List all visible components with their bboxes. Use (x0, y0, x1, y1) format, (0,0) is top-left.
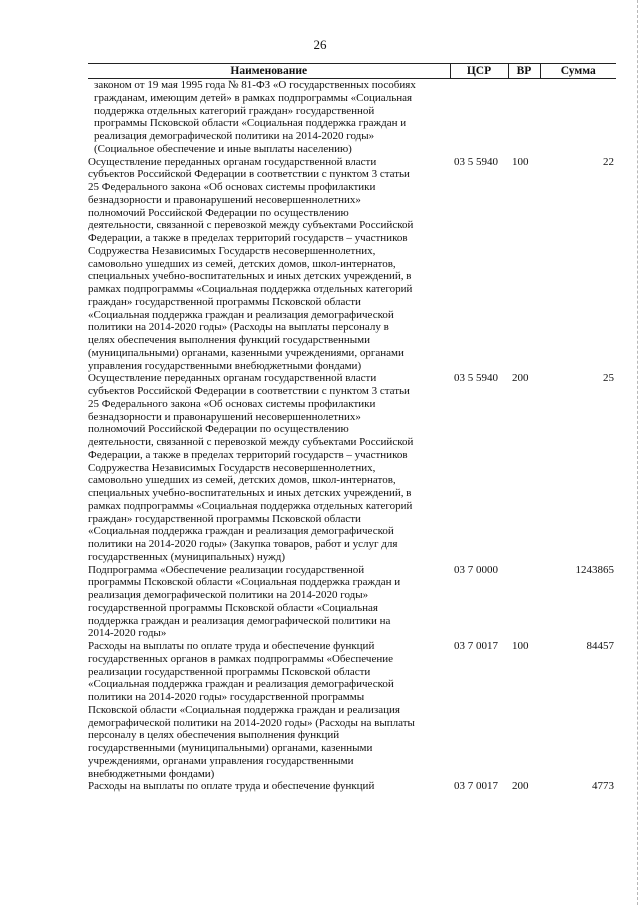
row-name-line: Осуществление переданных органам государственной власти (88, 155, 377, 168)
row-name-line: государственными (муниципальными) органами, казенными (88, 742, 373, 754)
header-csr: ЦСР (450, 64, 508, 79)
row-vr-cell: 200 (512, 372, 529, 385)
row-name-cell (88, 780, 450, 793)
row-sum-cell (540, 79, 616, 156)
row-name-cell (88, 372, 450, 563)
page-number: 26 (313, 37, 327, 52)
row-name-line: государственных органов в рамках подпрограммы «Обеспечение (88, 652, 393, 665)
row-name-line: управления государственными внебюджетными фондами) (88, 359, 362, 372)
row-name-line: государственных (муниципальных) нужд) (88, 550, 285, 563)
row-name-line: реализации государственной программы Псковской области (88, 665, 371, 678)
row-name-line: (муниципальными) органами, казенными учреждениями, органами (88, 346, 404, 359)
row-name-line: гражданам, имеющим детей» в рамках подпрограммы «Социальная (94, 91, 413, 104)
row-sum-cell: 25 (603, 372, 614, 385)
row-vr-cell (508, 564, 540, 641)
row-name-line: поддержка граждан и реализация демографической политики на (88, 614, 391, 627)
table-body (88, 79, 616, 794)
row-name-line: Содружества Независимых Государств несовершеннолетних, (88, 461, 376, 474)
row-name-line: персоналу в целях обеспечения выполнения функций (88, 729, 340, 742)
row-name-line: полномочий Российской Федерации по осуществлению (88, 423, 349, 436)
row-name-line: субъектов Российской Федерации в соответствии с пунктом 3 статьи (88, 168, 410, 181)
row-csr-cell: 03 5 5940 (454, 155, 498, 168)
row-name-line: политики на 2014-2020 годы» (Расходы на выплаты персоналу в (88, 321, 389, 334)
row-vr-cell: 100 (512, 155, 529, 168)
row-name-line: законом от 19 мая 1995 года № 81-ФЗ «О государственных пособиях (94, 79, 416, 91)
row-csr-cell (450, 79, 508, 156)
row-name-line: самовольно ушедших из семей, детских домов, школ-интернатов, (88, 257, 396, 270)
row-csr-cell: 03 7 0017 (454, 780, 498, 793)
row-name-line: политики на 2014-2020 годы» государственной программы (88, 691, 365, 703)
row-csr-cell: 03 7 0000 (454, 563, 498, 576)
row-name-cell (88, 564, 450, 641)
row-name-line: Федерации, а также в пределах территорий государств – участников (88, 232, 408, 244)
row-name-line: граждан» государственной программы Псковской области (88, 512, 361, 525)
row-name-line: поддержка отдельных категорий граждан» государственной (94, 104, 375, 117)
row-name-line: рамках подпрограммы «Социальная поддержка отдельных категорий (88, 499, 413, 512)
table-row (88, 79, 616, 156)
row-name-line: учреждениями, органами управления государственными (88, 754, 354, 767)
row-vr-cell (508, 79, 540, 156)
row-sum-cell: 22 (603, 155, 614, 168)
row-sum-cell: 84457 (586, 640, 614, 652)
header-vr: ВР (508, 64, 540, 79)
row-name-line: (Социальное обеспечение и иные выплаты населению) (94, 142, 352, 155)
header-sum: Сумма (540, 64, 616, 79)
row-name-line: Содружества Независимых Государств несовершеннолетних, (88, 244, 376, 257)
row-sum-cell: 1243865 (575, 563, 614, 576)
row-name-line: «Социальная поддержка граждан и реализация демографической (88, 678, 394, 691)
row-name-line: 25 Федерального закона «Об основах системы профилактики (88, 181, 376, 193)
row-name-line: Федерации, а также в пределах территорий государств – участников (88, 448, 408, 461)
row-name-line: деятельности, связанной с перевозкой между субъектами Российской (88, 436, 414, 448)
budget-table (88, 63, 616, 793)
row-name-line: Подпрограмма «Обеспечение реализации государственной (88, 563, 365, 576)
row-name-line: специальных учебно-воспитательных и иных детских учреждений, в (88, 487, 412, 499)
table-row (88, 564, 616, 641)
row-name-line: 25 Федерального закона «Об основах системы профилактики (88, 397, 376, 410)
row-name-line: деятельности, связанной с перевозкой между субъектами Российской (88, 219, 414, 232)
row-name-line: специальных учебно-воспитательных и иных детских учреждений, в (88, 270, 412, 283)
row-name-cell (88, 640, 450, 780)
row-name-line: политики на 2014-2020 годы» (Закупка товаров, работ и услуг для (88, 538, 398, 550)
table-header-row (88, 64, 616, 79)
header-name: Наименование (88, 64, 450, 79)
row-name-line: демографической политики на 2014-2020 годы» (Расходы на выплаты (88, 716, 415, 729)
row-name-line: Расходы на выплаты по оплате труда и обеспечение функций (88, 640, 375, 652)
table-row (88, 156, 616, 373)
row-name-line: реализация демографической политики на 2014-2020 годы» (94, 130, 375, 142)
row-name-line: рамках подпрограммы «Социальная поддержка отдельных категорий (88, 283, 413, 295)
row-name-line: программы Псковской области «Социальная поддержка граждан и (94, 117, 407, 130)
row-name-line: «Социальная поддержка граждан и реализация демографической (88, 525, 394, 538)
row-name-line: Осуществление переданных органам государственной власти (88, 372, 377, 385)
row-sum-cell: 4773 (592, 780, 614, 793)
row-name-cell (88, 156, 450, 373)
row-name-line: «Социальная поддержка граждан и реализация демографической (88, 308, 394, 321)
row-name-line: программы Псковской области «Социальная поддержка граждан и (88, 576, 401, 589)
row-name-line: Расходы на выплаты по оплате труда и обеспечение функций (88, 780, 375, 793)
row-name-line: реализация демографической политики на 2014-2020 годы» (88, 589, 369, 601)
row-name-line: Псковской области «Социальная поддержка граждан и реализация (88, 703, 400, 716)
row-name-line: субъектов Российской Федерации в соответствии с пунктом 3 статьи (88, 385, 410, 397)
table-row (88, 780, 616, 793)
row-name-line: государственной программы Псковской области «Социальная (88, 601, 378, 614)
row-csr-cell: 03 5 5940 (454, 372, 498, 385)
table-row (88, 640, 616, 780)
row-name-line: безнадзорности и правонарушений несовершеннолетних» (88, 193, 361, 206)
row-name-cell (88, 79, 450, 156)
row-vr-cell: 200 (512, 780, 529, 793)
scan-edge (636, 0, 638, 905)
row-name-line: внебюджетными фондами) (88, 767, 215, 780)
row-name-line: граждан» государственной программы Псковской области (88, 295, 361, 308)
row-name-line: самовольно ушедших из семей, детских домов, школ-интернатов, (88, 474, 396, 487)
row-name-line: полномочий Российской Федерации по осуществлению (88, 206, 349, 219)
row-name-line: безнадзорности и правонарушений несовершеннолетних» (88, 410, 361, 423)
row-name-line: целях обеспечения выполнения функций государственными (88, 334, 370, 346)
row-vr-cell: 100 (512, 640, 529, 652)
row-name-line: 2014-2020 годы» (88, 627, 167, 640)
table-row (88, 372, 616, 563)
row-csr-cell: 03 7 0017 (454, 640, 498, 652)
